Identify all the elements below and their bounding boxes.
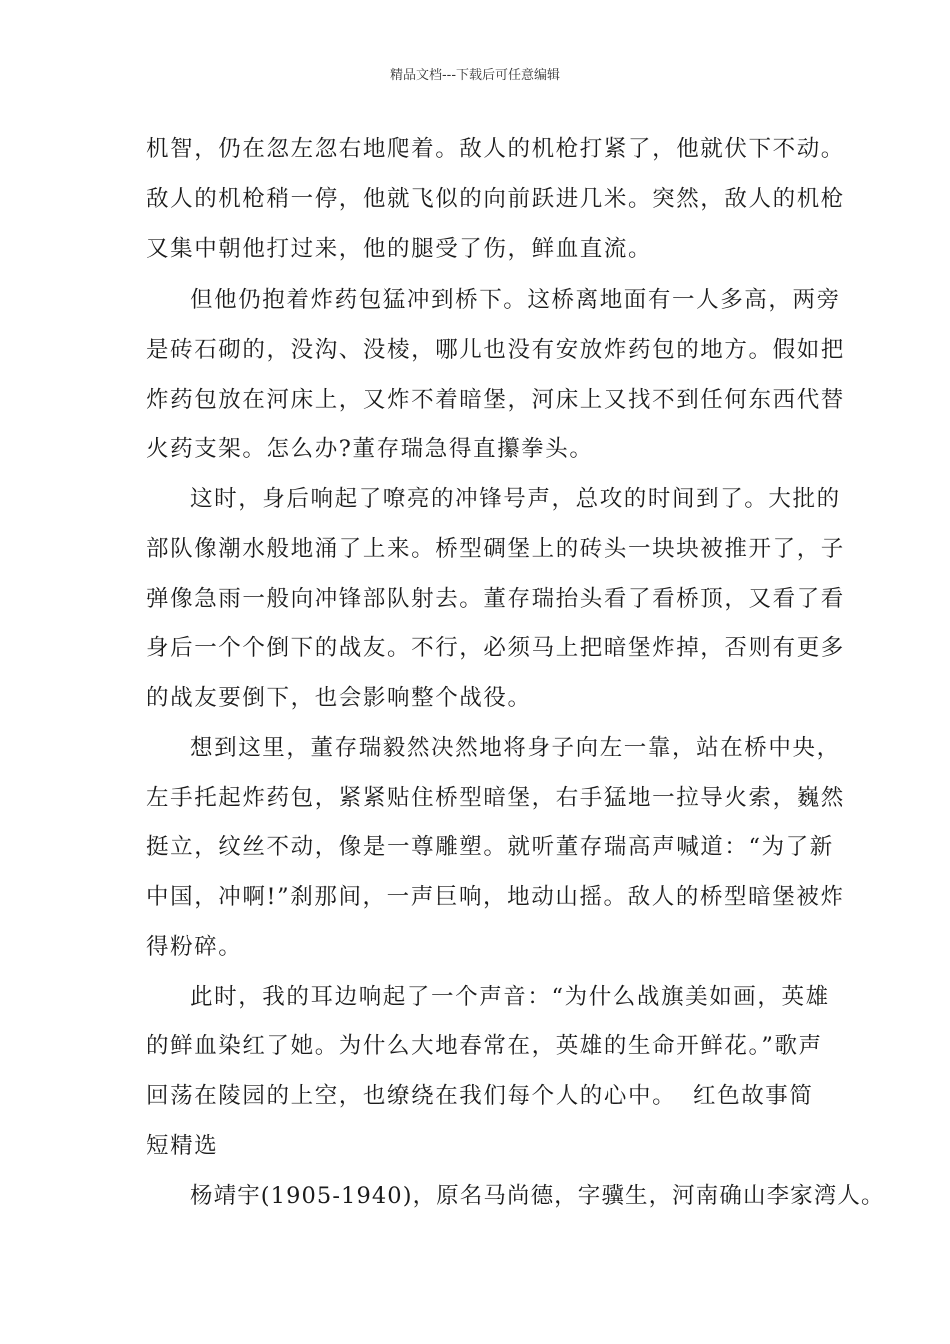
text-line: 但他仍抱着炸药包猛冲到桥下。这桥离地面有一人多高，两旁 xyxy=(190,287,841,313)
text-line: 得粉碎。 xyxy=(146,934,243,960)
section-title: 短精选 xyxy=(146,1133,219,1159)
text-line: 想到这里，董存瑞毅然决然地将身子向左一靠，站在桥中央， xyxy=(190,735,841,761)
text-line: 弹像急雨一般向冲锋部队射去。董存瑞抬头看了看桥顶，又看了看 xyxy=(146,586,845,612)
text-line: 此时，我的耳边响起了一个声音：“为什么战旗美如画，英雄 xyxy=(190,984,830,1010)
text-line: 的鲜血染红了她。为什么大地春常在，英雄的生命开鲜花。”歌声 xyxy=(146,1033,823,1059)
text-line: 中国，冲啊!”刹那间，一声巨响，地动山摇。敌人的桥型暗堡被炸 xyxy=(146,884,845,910)
text-line: 机智，仍在忽左忽右地爬着。敌人的机枪打紧了，他就伏下不动。 xyxy=(146,136,845,162)
text-line: 的战友要倒下，也会影响整个战役。 xyxy=(146,685,532,711)
text-line: 火药支架。怎么办?董存瑞急得直攥拳头。 xyxy=(146,436,594,462)
text-line: 部队像潮水般地涌了上来。桥型碉堡上的砖头一块块被推开了，子 xyxy=(146,536,845,562)
section-title: 红色故事简 xyxy=(693,1083,814,1109)
text-line: 炸药包放在河床上，又炸不着暗堡，河床上又找不到任何东西代替 xyxy=(146,387,845,413)
text-line: 敌人的机枪稍一停，他就飞似的向前跃进几米。突然，敌人的机枪 xyxy=(146,186,845,212)
text-line: 身后一个个倒下的战友。不行，必须马上把暗堡炸掉，否则有更多 xyxy=(146,635,845,661)
text-line: 左手托起炸药包，紧紧贴住桥型暗堡，右手猛地一拉导火索，巍然 xyxy=(146,785,845,811)
text-line: 这时，身后响起了嘹亮的冲锋号声，总攻的时间到了。大批的 xyxy=(190,486,841,512)
page-header: 精品文档---下载后可任意编辑 xyxy=(389,68,561,83)
text-line: 又集中朝他打过来，他的腿受了伤，鲜血直流。 xyxy=(146,236,653,262)
text-line: 回荡在陵园的上空，也缭绕在我们每个人的心中。 xyxy=(146,1083,677,1109)
text-line: 挺立，纹丝不动，像是一尊雕塑。就听董存瑞高声喊道：“为了新 xyxy=(146,834,834,860)
text-line: 杨靖宇(1905-1940)，原名马尚德，字骥生，河南确山李家湾人。 xyxy=(190,1183,885,1209)
text-line: 是砖石砌的，没沟、没棱，哪儿也没有安放炸药包的地方。假如把 xyxy=(146,337,845,363)
